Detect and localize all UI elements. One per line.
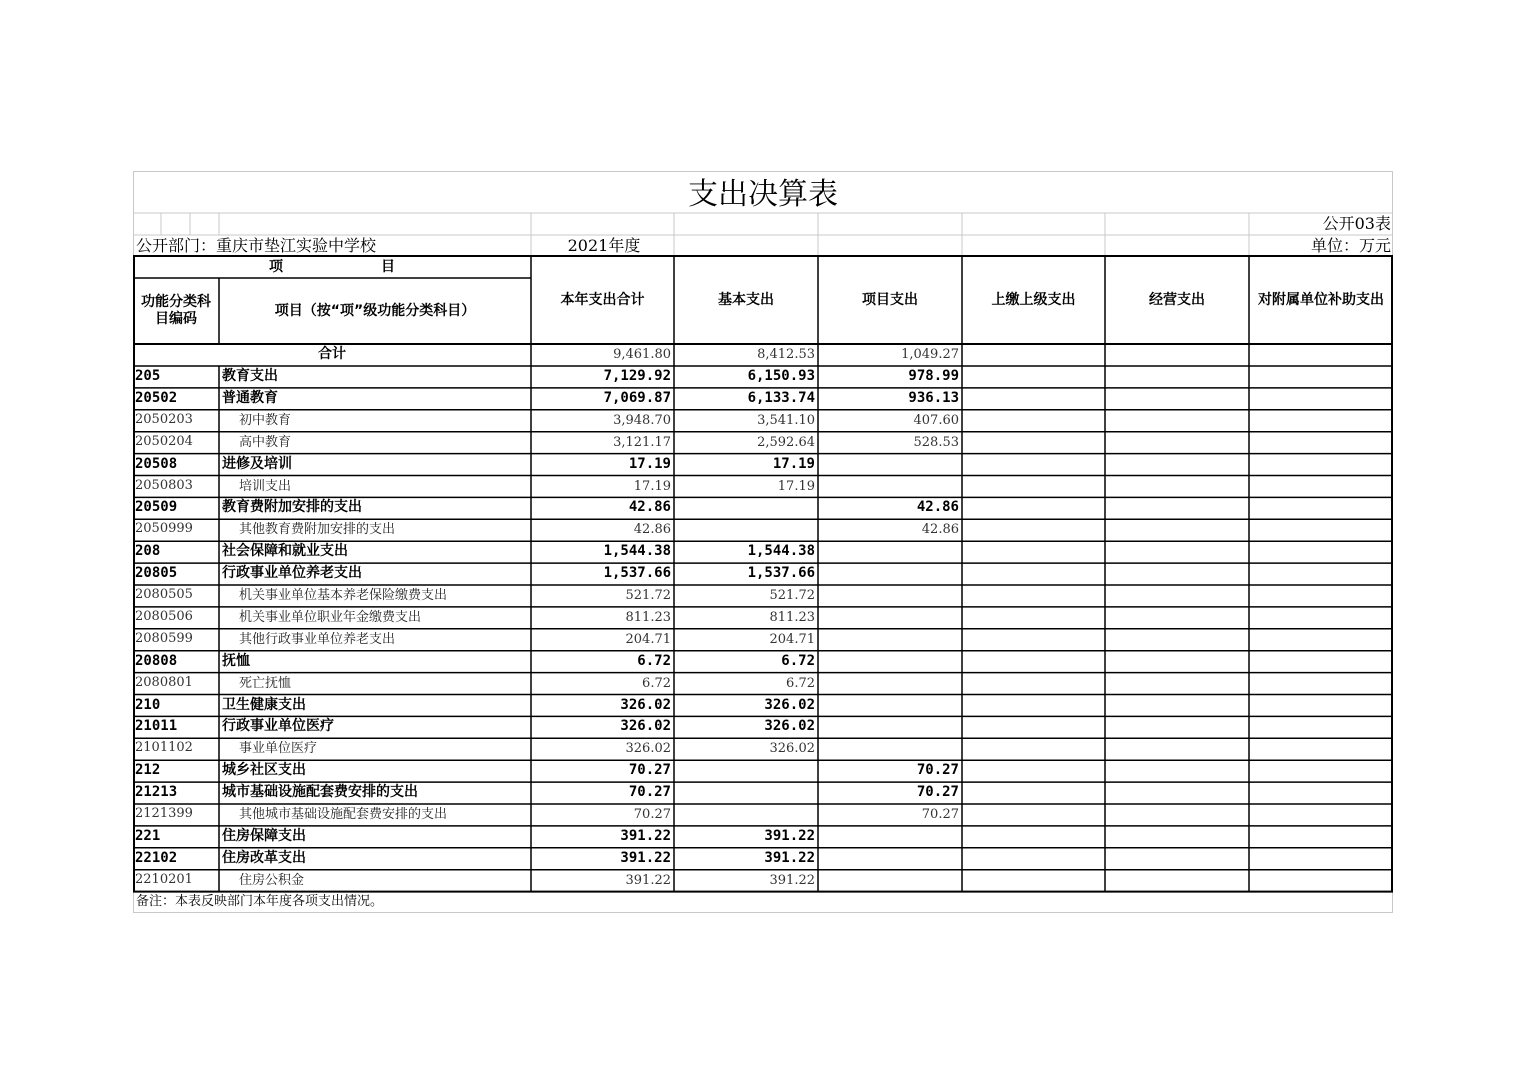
header-code: 功能分类科目编码 — [141, 294, 211, 327]
row-name: 初中教育 — [239, 412, 292, 428]
row-name: 事业单位医疗 — [239, 741, 318, 757]
row-project — [818, 738, 962, 760]
row-name: 行政事业单位养老支出 — [222, 565, 362, 582]
row-total: 1,537.66 — [603, 565, 671, 582]
row-code: 2050204 — [135, 433, 193, 449]
year-label: 2021年度 — [567, 236, 641, 255]
unit-label: 单位：万元 — [1310, 236, 1391, 255]
row-basic: 6.72 — [781, 652, 815, 669]
total-row-basic: 8,412.53 — [757, 347, 815, 362]
row-basic: 3,541.10 — [757, 412, 815, 428]
row-basic — [674, 804, 818, 826]
row-name: 城乡社区支出 — [222, 762, 306, 779]
row-basic — [674, 760, 818, 782]
header-upper: 上缴上级支出 — [991, 291, 1076, 308]
row-basic: 17.19 — [777, 478, 815, 494]
row-project — [818, 454, 962, 476]
row-total: 391.22 — [625, 872, 671, 888]
row-code: 2101102 — [135, 740, 193, 756]
row-project: 407.60 — [913, 412, 959, 428]
row-basic: 811.23 — [769, 609, 815, 625]
row-total: 326.02 — [620, 696, 671, 713]
row-name: 抚恤 — [222, 652, 250, 669]
row-project: 528.53 — [913, 434, 959, 450]
row-total: 3,948.70 — [613, 412, 671, 428]
row-basic: 2,592.64 — [757, 434, 815, 450]
header-item-group: 项 目 — [269, 258, 395, 275]
row-total: 7,069.87 — [603, 389, 671, 406]
row-total: 6.72 — [637, 652, 671, 669]
row-name: 住房保障支出 — [222, 827, 306, 844]
row-basic: 6,133.74 — [747, 389, 815, 406]
row-total: 326.02 — [625, 741, 671, 757]
row-total: 3,121.17 — [613, 434, 671, 450]
row-project — [818, 585, 962, 607]
header-total: 本年支出合计 — [560, 291, 645, 308]
form-number: 公开03表 — [1322, 214, 1391, 233]
row-code: 22102 — [135, 849, 178, 866]
row-name: 培训支出 — [239, 478, 292, 494]
row-project: 70.27 — [916, 784, 959, 801]
row-code: 208 — [135, 543, 161, 560]
row-total: 7,129.92 — [603, 368, 671, 384]
row-project — [818, 651, 962, 673]
row-total: 70.27 — [628, 784, 671, 801]
row-basic: 326.02 — [764, 718, 815, 735]
row-project: 42.86 — [916, 499, 959, 516]
row-basic: 326.02 — [764, 696, 815, 713]
row-code: 20805 — [135, 565, 178, 582]
row-project: 42.86 — [921, 522, 959, 538]
row-total: 17.19 — [633, 478, 671, 494]
row-name: 教育支出 — [222, 368, 278, 384]
row-basic — [674, 519, 818, 541]
header-name: 项目（按“项”级功能分类科目） — [274, 302, 476, 319]
row-code: 2080599 — [135, 630, 193, 646]
row-basic: 326.02 — [769, 741, 815, 757]
row-total: 391.22 — [620, 827, 671, 844]
row-basic: 391.22 — [769, 872, 815, 888]
row-name: 其他城市基础设施配套费安排的支出 — [239, 807, 448, 822]
row-name: 普通教育 — [222, 389, 278, 406]
row-name: 城市基础设施配套费安排的支出 — [222, 784, 418, 801]
row-name: 死亡抚恤 — [239, 675, 292, 691]
row-total: 42.86 — [628, 499, 671, 516]
row-name: 住房公积金 — [239, 872, 305, 888]
row-project — [818, 673, 962, 695]
row-name: 机关事业单位职业年金缴费支出 — [239, 609, 422, 625]
row-total: 521.72 — [625, 588, 671, 603]
row-project: 70.27 — [921, 807, 959, 822]
row-code: 210 — [135, 696, 161, 713]
row-code: 2080506 — [135, 608, 193, 624]
row-project — [818, 716, 962, 738]
row-project — [818, 629, 962, 651]
row-basic — [674, 782, 818, 804]
row-name: 其他行政事业单位养老支出 — [239, 631, 396, 647]
header-subsidy: 对附属单位补助支出 — [1258, 291, 1384, 308]
header-basic: 基本支出 — [718, 291, 774, 308]
row-basic: 391.22 — [764, 849, 815, 866]
row-basic: 391.22 — [764, 827, 815, 844]
row-code: 20508 — [135, 455, 178, 472]
row-project: 936.13 — [908, 389, 959, 406]
row-basic: 17.19 — [772, 455, 815, 472]
row-total: 70.27 — [628, 762, 671, 779]
row-project — [818, 541, 962, 563]
row-total: 811.23 — [625, 609, 671, 625]
total-row-label: 合计 — [318, 346, 346, 362]
row-code: 2050203 — [135, 411, 193, 427]
row-code: 2121399 — [135, 806, 193, 821]
row-total: 326.02 — [620, 718, 671, 735]
row-code: 2080505 — [135, 587, 193, 602]
row-basic: 521.72 — [769, 588, 815, 603]
row-name: 行政事业单位医疗 — [222, 718, 334, 735]
header-business: 经营支出 — [1149, 291, 1205, 308]
row-code: 20808 — [135, 652, 178, 669]
row-basic: 6,150.93 — [747, 368, 815, 384]
row-project — [818, 607, 962, 629]
row-code: 2050803 — [135, 477, 193, 493]
row-basic: 6.72 — [786, 675, 815, 691]
page-title: 支出决算表 — [688, 177, 838, 212]
row-project — [818, 870, 962, 892]
row-name: 卫生健康支出 — [222, 696, 306, 713]
department-label: 公开部门：重庆市垫江实验中学校 — [136, 236, 377, 255]
footnote: 备注：本表反映部门本年度各项支出情况。 — [136, 894, 384, 909]
row-total: 17.19 — [628, 455, 671, 472]
row-total: 42.86 — [633, 522, 671, 538]
row-basic: 1,544.38 — [747, 543, 815, 560]
row-basic: 204.71 — [769, 631, 815, 647]
row-code: 205 — [135, 368, 161, 384]
row-project — [818, 563, 962, 585]
row-name: 住房改革支出 — [222, 849, 306, 866]
row-name: 教育费附加安排的支出 — [222, 499, 362, 516]
row-project — [818, 695, 962, 717]
row-code: 2080801 — [135, 674, 193, 690]
row-project: 70.27 — [916, 762, 959, 779]
row-project: 978.99 — [908, 368, 959, 384]
row-name: 其他教育费附加安排的支出 — [239, 522, 396, 538]
row-name: 机关事业单位基本养老保险缴费支出 — [239, 588, 448, 603]
row-total: 70.27 — [633, 807, 671, 822]
row-project — [818, 476, 962, 498]
row-basic — [674, 497, 818, 519]
row-code: 21011 — [135, 718, 178, 735]
row-code: 2050999 — [135, 521, 193, 537]
row-name: 高中教育 — [239, 434, 292, 450]
row-code: 20502 — [135, 389, 178, 406]
row-code: 2210201 — [135, 871, 193, 887]
row-total: 391.22 — [620, 849, 671, 866]
row-name: 进修及培训 — [222, 455, 292, 472]
expenditure-sheet — [133, 171, 1393, 913]
header-project: 项目支出 — [862, 291, 918, 308]
row-project — [818, 826, 962, 848]
row-name: 社会保障和就业支出 — [222, 543, 348, 560]
row-code: 21213 — [135, 784, 178, 801]
row-code: 20509 — [135, 499, 178, 516]
row-basic: 1,537.66 — [747, 565, 815, 582]
row-total: 1,544.38 — [603, 543, 671, 560]
row-code: 221 — [135, 827, 161, 844]
row-project — [818, 848, 962, 870]
row-total: 204.71 — [625, 631, 671, 647]
row-total: 6.72 — [642, 675, 671, 691]
total-row-total: 9,461.80 — [613, 347, 671, 362]
row-code: 212 — [135, 762, 161, 779]
total-row-project: 1,049.27 — [901, 347, 959, 362]
